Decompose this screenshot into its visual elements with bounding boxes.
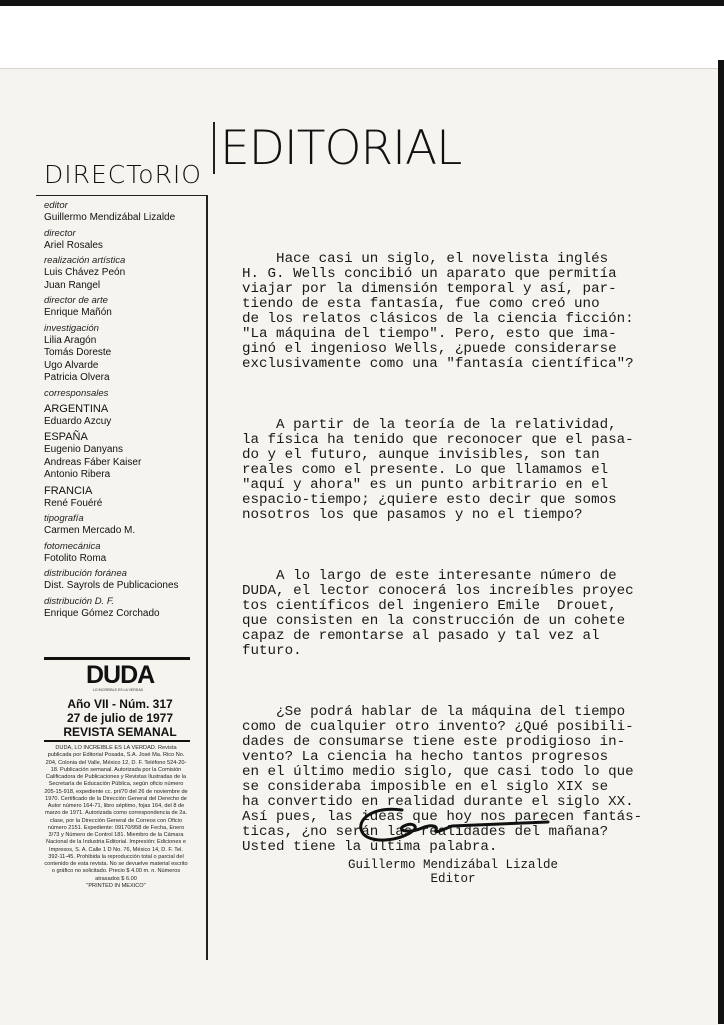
entry-name: Eugenio Danyans <box>44 444 123 455</box>
directory-entry <box>44 295 204 320</box>
entry-role: fotomecánica <box>44 540 101 552</box>
entry-name: Luis Chávez Peón <box>44 267 126 278</box>
editorial-title-bar <box>213 122 215 174</box>
issue-line: REVISTA SEMANAL <box>63 725 177 739</box>
editorial-title: EDITORIAL <box>220 121 462 176</box>
entry-country: FRANCIA <box>44 484 93 497</box>
directory-top-rule <box>36 195 206 196</box>
entry-name: Patricia Olvera <box>44 372 110 383</box>
scan-right-edge <box>718 60 724 1024</box>
signer-name: Guillermo Mendizábal Lizalde <box>347 858 559 872</box>
signer-title: Editor <box>430 872 476 886</box>
entry-name: Eduardo Azcuy <box>44 415 112 427</box>
directory-entry <box>44 228 204 253</box>
directory-entry <box>44 513 204 538</box>
editorial-paragraph: A partir de la teoría de la relatividad, la física ha tenido que reconocer que el pasa- do y el futuro, aunque invisibles, son tan reales como el presente. Lo que llamamos el "aquí y ahora" es un punto arbitrario en el espacio-tiempo; ¿quiere esto decir que somos nosotros los que pasamos y no el tiempo? <box>242 417 634 523</box>
printed-in-mexico: "PRINTED IN MEXICO" <box>86 882 146 889</box>
directory-column-divider <box>206 195 208 960</box>
signature-image <box>352 800 552 850</box>
editorial-paragraph: ¿Se podrá hablar de la máquina del tiempo como de cualquier otro invento? ¿Qué posibili- dades de consumarse tiene este prodigioso in- vento? La ciencia ha hecho tantos progresos en el último medio siglo, que casi todo lo que se consideraba imposible en el siglo XIX se ha convertido en realidad durante el siglo XX. Así pues, las ideas que hoy nos parecen fantás- ticas, ¿no serán las realidades del mañana? Usted tiene la última palabra. <box>242 704 643 855</box>
entry-name: Enrique Gómez Corchado <box>44 607 160 619</box>
entry-name: Antonio Ribera <box>44 469 111 480</box>
duda-logo-tagline: LO INCREIBLE ES LA VERDAD <box>92 688 144 692</box>
entry-role: corresponsales <box>44 387 109 399</box>
directory-entry <box>44 431 204 482</box>
entry-name: Dist. Sayrols de Publicaciones <box>44 580 179 591</box>
entry-name: Enrique Mañón <box>44 307 112 318</box>
directory-entry <box>44 568 204 593</box>
directory-entry <box>44 541 204 566</box>
entry-role: distribución D. F. <box>44 595 115 607</box>
entry-role: director <box>44 227 76 239</box>
entry-country: ARGENTINA <box>44 402 109 415</box>
entry-role: editor <box>44 200 68 211</box>
directory-entry <box>44 596 204 621</box>
entry-role: investigación <box>44 322 99 334</box>
entry-name: René Fouéré <box>44 497 103 509</box>
directory-title: DIRECToRIO <box>44 160 202 189</box>
entry-name: Andreas Fáber Kaiser <box>44 456 142 468</box>
entry-name: Carmen Mercado M. <box>44 525 136 536</box>
entry-name: Tomás Doreste <box>44 347 112 358</box>
editorial-body <box>242 222 660 886</box>
entry-role: tipografía <box>44 513 84 524</box>
directory-entry <box>44 255 204 292</box>
entry-name: Ugo Alvarde <box>44 359 99 371</box>
issue-bottom-rule <box>44 740 190 742</box>
entry-role: distribución foránea <box>44 568 127 579</box>
entry-name: Fotolito Roma <box>44 552 107 564</box>
entry-role: realización artística <box>44 255 126 266</box>
issue-line: 27 de julio de 1977 <box>66 711 174 725</box>
signature-block <box>326 858 580 886</box>
entry-country: ESPAÑA <box>44 431 88 443</box>
scan-top-edge <box>0 0 724 6</box>
directory-entry <box>44 323 204 385</box>
editorial-paragraph: Hace casi un siglo, el novelista inglés H. G. Wells concibió un aparato que permitía viajar por la dimensión temporal y así, par- tiendo de esta fantasía, fue como creó uno de los relatos clásicos de la ciencia ficción: "La máquina del tiempo". Pero, esto que ima- ginó el ingenioso Wells, ¿puede considerarse exclusivamente como una "fantasía científica"? <box>242 251 634 372</box>
issue-info <box>50 697 190 739</box>
issue-line: Año VII - Núm. 317 <box>67 697 173 711</box>
directory-entry <box>44 403 204 429</box>
entry-name: Ariel Rosales <box>44 239 103 251</box>
directory-entry <box>44 388 204 400</box>
directory-entry <box>44 485 204 511</box>
entry-name: Guillermo Mendizábal Lizalde <box>44 212 176 223</box>
directory-list <box>44 200 204 623</box>
entry-name: Lilia Aragón <box>44 334 97 346</box>
duda-logo: DUDA <box>86 661 155 689</box>
publication-legal-text: DUDA, LO INCREIBLE ES LA VERDAD. Revista publicada por Editorial Posada, S.A. José Ma. Rico No. 204, Colonia del Valle, México 12, D. F. Teléfono 524-20-18. Publicación semanal. Autorizada por la Comisión Calificadora de Publicaciones y Revistas Ilustradas de la Secretaría de Educación Pública, según oficio número 205-15-918, expediente cc. pri/70 del 26 de noviembre de 1970. Certificado de la Dirección General del Derecho de Autor número 164-71, libro séptimo, fojas 164, del 8 de marzo de 1971. Autorizada como correspondencia de 2a. clase, por la Dirección General de Correos con Oficio número 2151. Expediente: 09170/958 de Fecha, Enero 3/73 y Número de Control 181. Miembro de la Cámara Nacional de la Industria Editorial. Impresión: Ediciones e Impresos, S. A. Calle 1 D No. 76, México 14, D. F. Tel. 392-11-45. Prohibida la reproducción total o parcial del contenido de esta revista. No se devuelve material escrito o gráfico no solicitado. Precio $ 4.00 m. n. Números atrasados $ 6.00 <box>44 745 188 882</box>
editorial-paragraph: A lo largo de este interesante número de DUDA, el lector conocerá los increíbles proyec tos científicos del ingeniero Emile Drouet, que consisten en la construcción de un cohete capaz de remontarse al pasado y tal vez al futuro. <box>242 568 634 659</box>
publication-info <box>44 745 188 890</box>
entry-name: Juan Rangel <box>44 279 101 291</box>
directory-entry <box>44 200 204 225</box>
logo-top-rule <box>44 657 190 660</box>
entry-role: director de arte <box>44 295 108 306</box>
